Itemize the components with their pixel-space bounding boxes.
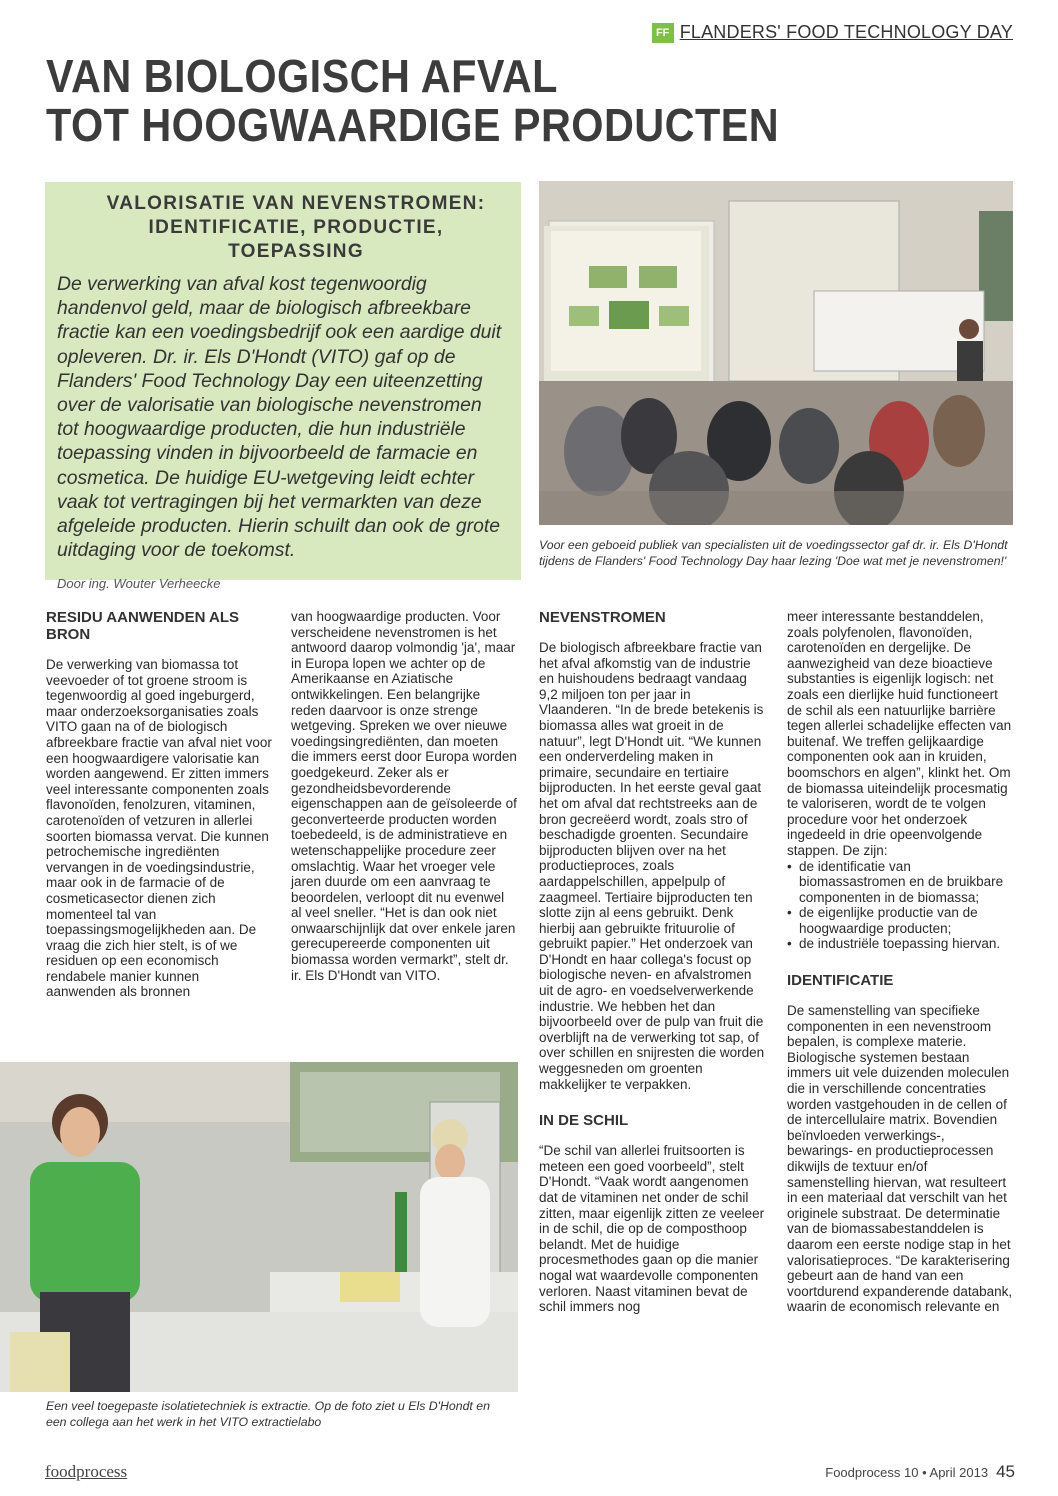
issue-info: Foodprocess 10 • April 2013 [825, 1465, 989, 1480]
intro-box [45, 182, 521, 592]
column-4-text-2: De samenstelling van specifieke componenten in een nevenstroom bepalen, is complexe materie. Biologische systemen bestaan immers uit vele duizenden moleculen die in verschillende concentraties worden vastgehouden in de cellen of de intercellulaire matrix. Bovendien beïnvloeden verwerkings-, bewarings- en productieprocessen dikwijls de textuur en/of samenstelling hiervan, wat resulteert in een materiaal dat verschilt van het originele substraat. De determinatie van de biomassabestanddelen is daarom een eerste nodige stap in het valorisatieproces. “De karakterisering gebeurt aan de hand van een voortdurend expanderende databank, waarin de economisch relevante en [787, 1003, 1013, 1315]
lab-photo [0, 1062, 518, 1392]
column-4 [787, 609, 1013, 1315]
section-tag [652, 22, 1013, 43]
page-number: 45 [996, 1462, 1015, 1481]
conference-photo-image [539, 181, 1013, 525]
intro-heading-line-2: IDENTIFICATIE, PRODUCTIE, TOEPASSING [148, 217, 444, 262]
title-line-2: TOT HOOGWAARDIGE PRODUCTEN [46, 99, 780, 151]
steps-list [787, 859, 1013, 953]
list-item: • de identificatie van biomassastromen en de bruikbare componenten in de biomassa; [787, 859, 1013, 906]
article-title [46, 52, 928, 150]
list-item: • de eigenlijke productie van de hoogwaardige producten; [787, 905, 1013, 936]
ff-logo-icon: FF [652, 23, 674, 43]
list-item: • de industriële toepassing hiervan. [787, 936, 1013, 952]
column-3 [539, 609, 767, 1315]
column-2-text: van hoogwaardige producten. Voor verscheidene nevenstromen is het antwoord daarop volmondig 'ja', maar in Europa lopen we achter op de Amerikaanse en Aziatische ontwikkelingen. Een belangrijke reden daarvoor is onze strenge wetgeving. Spreken we over nieuwe voedingsingrediënten, dan moeten die immers eerst door Europa worden goedgekeurd. Zeker als er gezondheidsbevorderende eigenschappen aan de geïsoleerde of geconverteerde producten worden toebedeeld, is de administratieve en wetenschappelijke procedure zeer omslachtig. Waar het vroeger vele jaren duurde om een aanvraag te beoordelen, verloopt dit nu evenwel al veel sneller. “Het is dan ook niet onwaarschijnlijk dat over enkele jaren gerecupereerde componenten uit biomassa worden vermarkt”, stelt dr. ir. Els D'Hondt van VITO. [291, 609, 517, 983]
intro-heading-line-1: VALORISATIE VAN NEVENSTROMEN: [106, 193, 486, 214]
subheading-residu: RESIDU AANWENDEN ALS BRON [46, 609, 240, 643]
byline: Door ing. Wouter Verheecke [57, 576, 221, 592]
column-1-text: De verwerking van biomassa tot veevoeder of tot groene stroom is tegenwoordig al goed ingeburgerd, maar onderzoeksorganisaties zoals VITO gaan na of de biologisch afbreekbare fractie van afval niet voor een hoogwaardigere valorisatie kan worden aangewend. Er zitten immers veel interessante componenten zoals flavonoïden, fenolzuren, vitaminen, carotenoïden of vetzuren in allerlei soorten biomassa vervat. Die kunnen petrochemische ingrediënten vervangen in de voedingsindustrie, maar ook in de farmacie of de cosmeticasector dienen zich momenteel tal van toepassingsmogelijkheden aan. De vraag die zich hier stelt, is of we residuen op een economisch rendabele manier kunnen aanwenden als bronnen [46, 657, 272, 1000]
conference-photo-caption: Voor een geboeid publiek van specialisten uit de voedingssector gaf dr. ir. Els D'Hondt tijdens de Flanders' Food Technology Day haar lezing 'Doe wat met je nevenstromen!' [539, 538, 1008, 568]
lab-photo-image [0, 1062, 518, 1392]
column-3-text-1: De biologisch afbreekbare fractie van het afval afkomstig van de industrie en huishoudens bedraagt vandaag 9,2 miljoen ton per jaar in Vlaanderen. “In de brede betekenis is biomassa alles wat groeit in de natuur”, legt D'Hondt uit. “We kunnen een onderverdeling maken in primaire, secundaire en tertiaire bijproducten. In het eerste geval gaat het om afval dat rechtstreeks aan de bron gecreëerd wordt, zoals stro of beschadigde groenten. Secundaire bijproducten blijven over na het productieproces, zoals aardappelschillen, appelpulp of zaagmeel. Tertiaire bijproducten ten slotte zijn al eens gebruikt. Denk hierbij aan gebruikte frituurolie of gebruikt papier.” Het onderzoek van D'Hondt en haar collega's focust op biologische neven- en afvalstromen uit de agro- en voedselverwerkende industrie. We hebben het dan bijvoorbeeld over de pulp van fruit die overblijft na de verwerking tot sap, of over schillen en snijresten die worden weggesneden om groenten makkelijker te verpakken. [539, 640, 765, 1092]
column-2 [291, 609, 518, 983]
column-3-text-2: “De schil van allerlei fruitsoorten is meteen een goed voorbeeld”, stelt D'Hondt. “Vaak wordt aangenomen dat de vitaminen net onder de schil zitten, maar eigenlijk zitten ze veeleer in de schil, die op de composthoop belandt. Met de huidige procesmethodes gaan op die manier nogal wat waardevolle componenten verloren. Naast vitaminen bevat de schil immers nog [539, 1143, 765, 1315]
column-4-text-1: meer interessante bestanddelen, zoals polyfenolen, flavonoïden, carotenoïden en dergelijke. De aanwezigheid van deze bioactieve substanties is eigenlijk logisch: net zoals een dierlijke huid functioneert de schil als een natuurlijke barrière tegen allerlei schadelijke effecten van buitenaf. We treffen gelijkaardige componenten ook aan in kruiden, boomschors en algen”, klinkt het. Om de biomassa uiteindelijk procesmatig te valoriseren, wordt de te volgen procedure voor het onderzoek ingedeeld in drie opeenvolgende stappen. De zijn: [787, 609, 1012, 858]
title-line-1: VAN BIOLOGISCH AFVAL [46, 50, 558, 102]
conference-photo [539, 181, 1013, 525]
subheading-nevenstromen: NEVENSTROMEN [539, 609, 666, 626]
section-label[interactable]: FLANDERS' FOOD TECHNOLOGY DAY [679, 22, 1013, 42]
intro-text: De verwerking van afval kost tegenwoordig handenvol geld, maar de biologisch afbreekbare fractie kan een voedingsbedrijf ook een aardige duit opleveren. Dr. ir. Els D'Hondt (VITO) gaf op de Flanders' Food Technology Day een uiteenzetting over de valorisatie van biologische nevenstromen tot hoogwaardige producten, die hun industriële toepassing vinden in bijvoorbeeld de farmacie en cosmetica. De huidige EU-wetgeving leidt echter vaak tot vertragingen bij het vermarkten van deze afgeleide producten. Hierin schuilt dan ook de grote uitdaging voor de toekomst. [57, 273, 502, 562]
publication-logo: foodprocess [45, 1462, 128, 1481]
page-footer [825, 1462, 1015, 1482]
column-1 [46, 609, 272, 1000]
subheading-identificatie: IDENTIFICATIE [787, 972, 894, 990]
subheading-in-de-schil: IN DE SCHIL [539, 1112, 629, 1130]
lab-photo-caption: Een veel toegepaste isolatietechniek is extractie. Op de foto ziet u Els D'Hondt en een collega aan het werk in het VITO extractielabo [46, 1399, 490, 1429]
intro-heading [85, 192, 507, 264]
